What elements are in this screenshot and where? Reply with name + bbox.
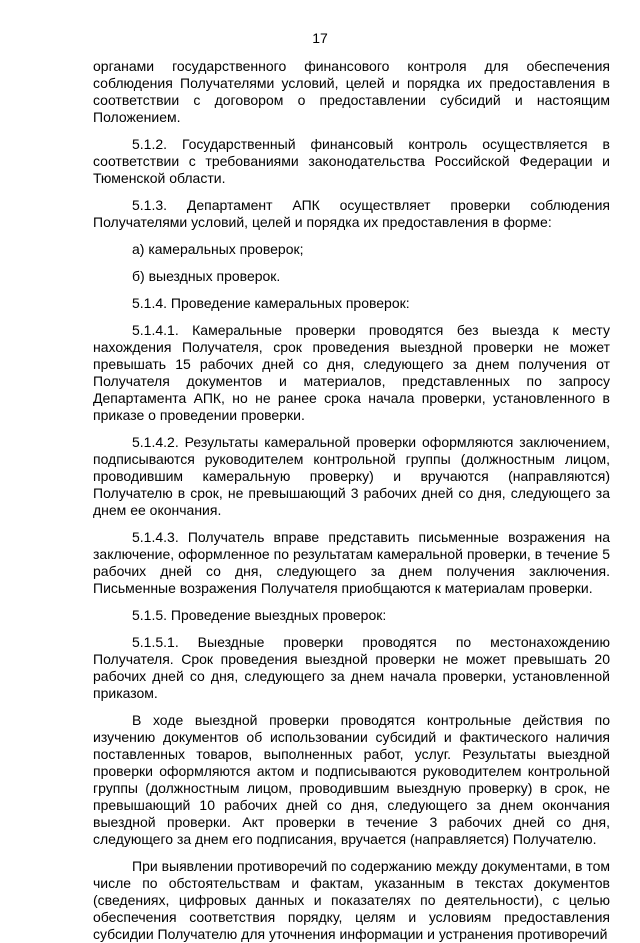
page-number: 17 bbox=[312, 30, 328, 46]
paragraph-5-1-3: 5.1.3. Департамент АПК осуществляет проверки соблюдения Получателями условий, целей и порядка их предоставления в форме: bbox=[93, 197, 610, 230]
paragraph-5-1-2: 5.1.2. Государственный финансовый контроль осуществляется в соответствии с требованиями законодательства Российской Федерации и Тюменской области. bbox=[93, 136, 610, 186]
paragraph-contradictions: При выявлении противоречий по содержанию между документами, в том числе по обстоятельствам и фактам, указанным в текстах документов (сведениях, цифровых данных и показателях по деятельности), с целью обеспечения соответствия порядку, целям и условиям предоставления субсидии Получателю для уточнения информации и устранения противоречий bbox=[93, 858, 610, 942]
paragraph-5-1-4-2: 5.1.4.2. Результаты камеральной проверки оформляются заключением, подписываются руководителем контрольной группы (должностным лицом, проводившим камеральную проверку) и вручаются (направляются) Получателю в срок, не превышающий 3 рабочих дней со дня, следующего за днем ее окончания. bbox=[93, 434, 610, 518]
paragraph-5-1-5: 5.1.5. Проведение выездных проверок: bbox=[132, 607, 387, 623]
paragraph-field-inspection: В ходе выездной проверки проводятся контрольные действия по изучению документов об использовании субсидий и фактического наличия поставленных товаров, выполненных работ, услуг. Результаты выездной проверки оформляются актом и подписываются руководителем контрольной группы (должностным лицом, проводившим выездную проверку) в срок, не превышающий 10 рабочих дней со дня, следующего за днем окончания выездной проверки. Акт проверки в течение 3 рабочих дней со дня, следующего за днем его подписания, вручается (направляется) Получателю. bbox=[93, 712, 610, 847]
paragraph-5-1-4: 5.1.4. Проведение камеральных проверок: bbox=[132, 295, 410, 311]
paragraph-5-1-5-1: 5.1.5.1. Выездные проверки проводятся по местонахождению Получателя. Срок проведения выездной проверки не может превышать 20 рабочих дней со дня, следующего за днем начала проверки, установленной приказом. bbox=[93, 634, 610, 701]
list-item-b: б) выездных проверок. bbox=[132, 268, 281, 284]
paragraph-continuation: органами государственного финансового контроля для обеспечения соблюдения Получателями условий, целей и порядка их предоставления в соответствии с договором о предоставлении субсидий и настоящим Положением. bbox=[93, 58, 610, 125]
paragraph-5-1-4-3: 5.1.4.3. Получатель вправе представить письменные возражения на заключение, оформленное по результатам камеральной проверки, в течение 5 рабочих дней со дня, следующего за днем получения заключения. Письменные возражения Получателя приобщаются к материалам проверки. bbox=[93, 529, 610, 596]
paragraph-5-1-4-1: 5.1.4.1. Камеральные проверки проводятся без выезда к месту нахождения Получателя, срок проведения выездной проверки не может превышать 15 рабочих дней со дня, следующего за днем получения от Получателя документов и материалов, представленных по запросу Департамента АПК, но не ранее срока начала проверки, установленного в приказе о проведении проверки. bbox=[93, 322, 610, 423]
document-body bbox=[93, 58, 610, 943]
list-item-a: а) камеральных проверок; bbox=[132, 241, 304, 257]
